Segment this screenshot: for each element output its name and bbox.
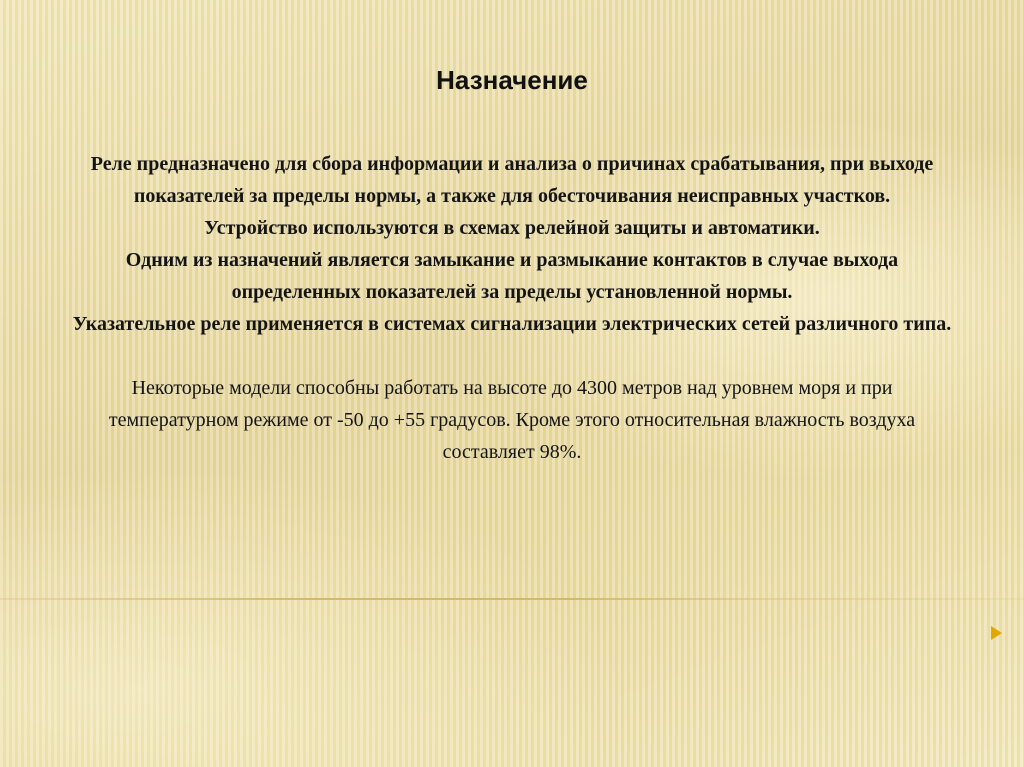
paragraph-specs: Некоторые модели способны работать на высоте до 4300 метров над уровнем моря и при температурном режиме от -50 до +55 градусов. Кроме этого относительная влажность воздуха составляет 98%. bbox=[108, 377, 916, 463]
bold-text-block bbox=[70, 148, 954, 340]
paragraph-usage: Устройство используются в схемах релейной защиты и автоматики. bbox=[204, 217, 820, 239]
plain-text-block bbox=[70, 372, 954, 468]
decorative-divider bbox=[0, 598, 1024, 600]
slide-body bbox=[70, 148, 954, 468]
paragraph-purpose: Реле предназначено для сбора информации и анализа о причинах срабатывания, при выходе показателей за пределы нормы, а также для обесточивания неисправных участков. bbox=[90, 153, 934, 207]
paragraph-indicator-relay: Указательное реле применяется в системах сигнализации электрических сетей различного типа. bbox=[72, 313, 952, 335]
triangle-right-icon[interactable] bbox=[991, 626, 1002, 640]
slide-title: Назначение bbox=[436, 65, 588, 95]
paragraph-contacts: Одним из назначений является замыкание и размыкание контактов в случае выхода определенных показателей за пределы установленной нормы. bbox=[125, 249, 899, 303]
